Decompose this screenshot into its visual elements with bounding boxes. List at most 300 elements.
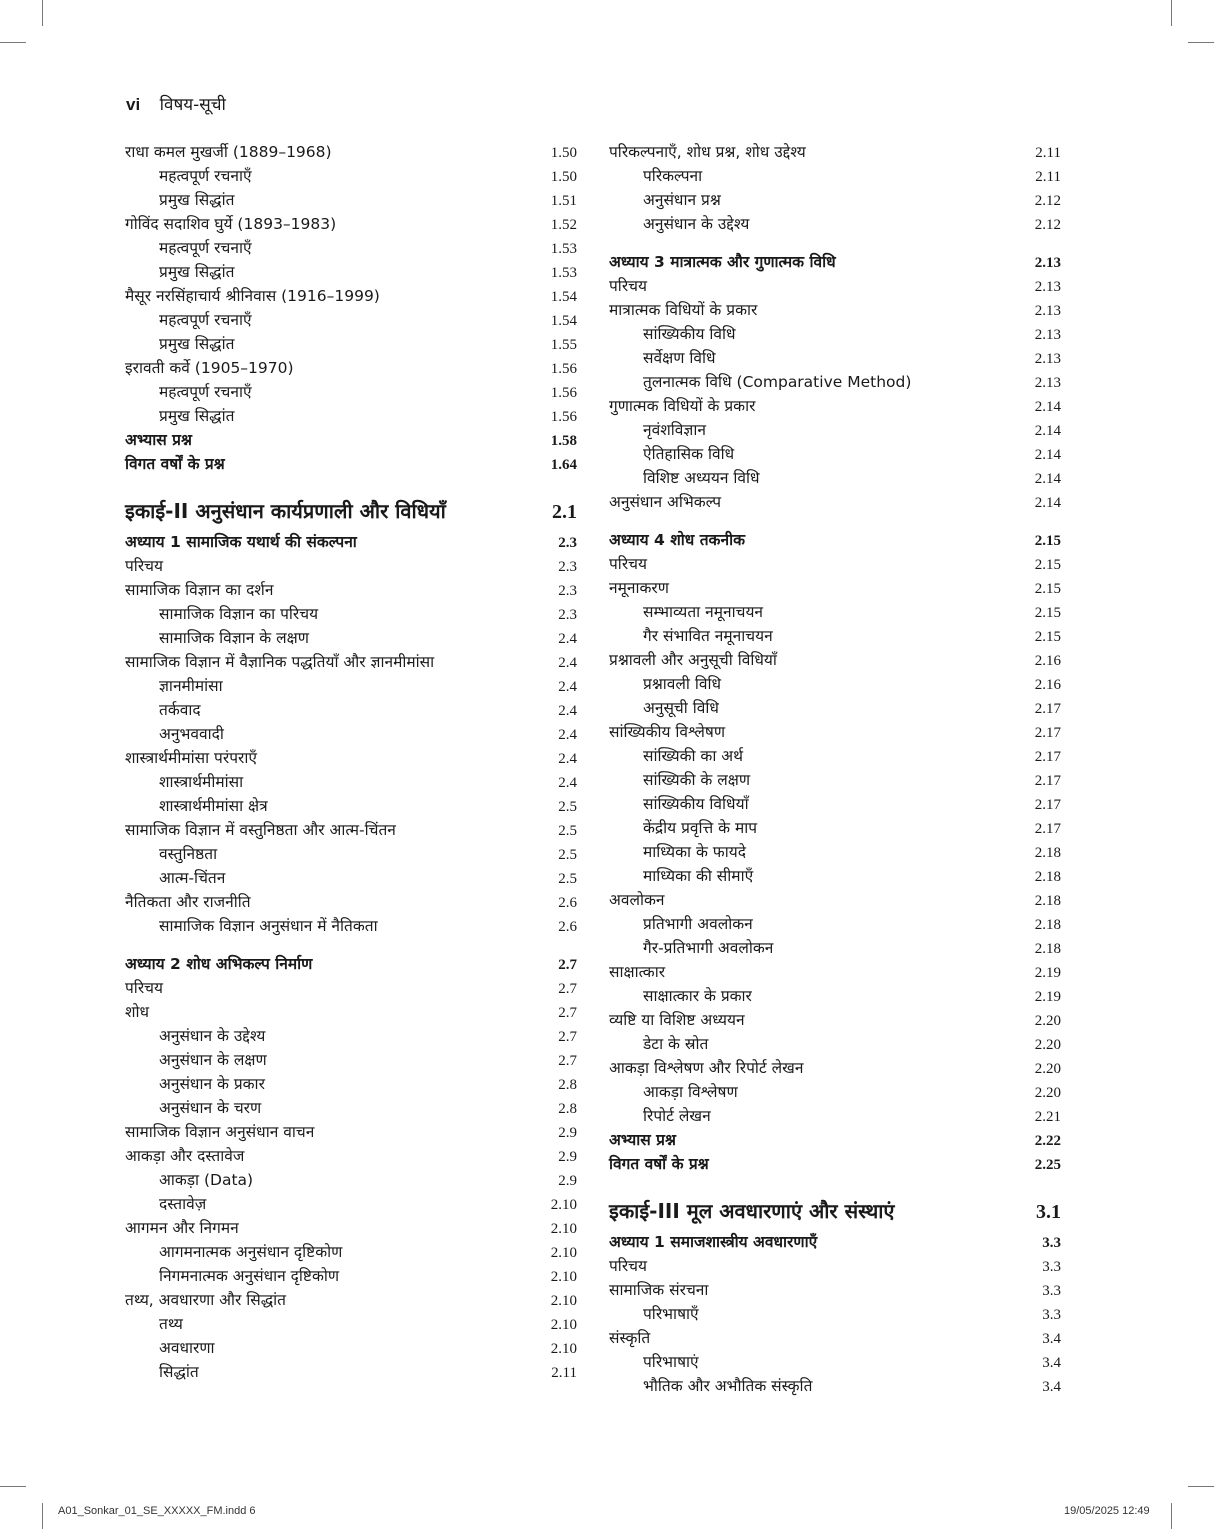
toc-entry: [609, 816, 1061, 840]
toc-entry: [125, 1000, 577, 1024]
page-number: vi: [126, 95, 141, 114]
toc-entry: [609, 274, 1061, 298]
toc-unit-heading: [609, 1196, 1061, 1226]
toc-page-number: 2.17: [1034, 797, 1061, 813]
toc-page-number: 2.3: [558, 607, 577, 623]
toc-entry-title: इकाई-III मूल अवधारणाएं और संस्थाएं: [609, 1199, 895, 1223]
toc-entry-title: वस्तुनिष्ठता: [159, 845, 218, 863]
toc-page-number: 2.12: [1034, 193, 1061, 209]
toc-page-number: 1.56: [550, 385, 577, 401]
toc-page-number: 3.1: [1036, 1201, 1061, 1223]
toc-entry: [609, 960, 1061, 984]
toc-page-number: 2.4: [558, 655, 577, 671]
toc-entry: [609, 418, 1061, 442]
toc-entry: [125, 890, 577, 914]
toc-page-number: 2.10: [550, 1245, 577, 1261]
crop-mark: [1188, 42, 1214, 43]
toc-entry: [125, 722, 577, 746]
crop-mark: [1188, 1486, 1214, 1487]
toc-entry: [609, 792, 1061, 816]
crop-mark: [42, 1503, 43, 1529]
toc-entry-title: तर्कवाद: [159, 701, 201, 719]
toc-page-number: 2.10: [550, 1317, 577, 1333]
toc-entry: [125, 1264, 577, 1288]
toc-page-number: 2.11: [551, 1365, 577, 1381]
toc-entry: [609, 936, 1061, 960]
toc-entry-title: महत्वपूर्ण रचनाएँ: [159, 383, 252, 401]
toc-entry-title: परिकल्पनाएँ, शोध प्रश्न, शोध उद्देश्य: [609, 143, 806, 161]
toc-entry-title: सामाजिक विज्ञान के लक्षण: [159, 629, 309, 647]
toc-entry: [125, 212, 577, 236]
toc-entry-title: अनुसूची विधि: [643, 699, 719, 717]
toc-entry: [609, 1104, 1061, 1128]
toc-page-number: 2.22: [1034, 1133, 1061, 1149]
toc-entry-title: परिकल्पना: [643, 167, 703, 185]
toc-entry-title: परिचय: [125, 557, 163, 575]
toc-page-number: 2.20: [1034, 1061, 1061, 1077]
toc-page-number: 2.11: [1035, 145, 1061, 161]
toc-page-number: 2.13: [1034, 303, 1061, 319]
toc-entry: [609, 370, 1061, 394]
toc-right-column: [609, 140, 1061, 1398]
toc-page-number: 1.50: [550, 169, 577, 185]
toc-entry-title: विशिष्ट अध्ययन विधि: [643, 469, 760, 487]
toc-page-number: 2.4: [558, 703, 577, 719]
toc-entry-title: सामाजिक विज्ञान का दर्शन: [125, 581, 274, 599]
toc-page-number: 2.18: [1034, 845, 1061, 861]
toc-page-number: 1.51: [550, 193, 577, 209]
toc-left-column: [125, 140, 577, 1384]
toc-entry: [125, 1216, 577, 1240]
toc-entry-title: मात्रात्मक विधियों के प्रकार: [609, 301, 758, 319]
running-title: विषय-सूची: [159, 95, 226, 115]
toc-page-number: 2.15: [1034, 605, 1061, 621]
toc-entry: [125, 794, 577, 818]
toc-entry-title: महत्वपूर्ण रचनाएँ: [159, 311, 252, 329]
toc-entry-title: परिभाषाएँ: [643, 1305, 699, 1323]
toc-page-number: 3.3: [1042, 1307, 1061, 1323]
toc-page-number: 2.9: [558, 1173, 577, 1189]
toc-page-number: 3.3: [1042, 1259, 1061, 1275]
toc-entry-title: शास्त्रार्थमीमांसा क्षेत्र: [159, 797, 268, 815]
toc-entry-title: मैसूर नरसिंहाचार्य श्रीनिवास (1916–1999): [125, 287, 380, 305]
toc-entry-title: सांख्यिकी के लक्षण: [643, 771, 751, 789]
toc-entry-title: तुलनात्मक विधि (Comparative Method): [643, 373, 912, 391]
toc-section-entry: [125, 428, 577, 452]
toc-page-number: 2.9: [558, 1125, 577, 1141]
toc-entry: [609, 466, 1061, 490]
toc-entry-title: सम्भाव्यता नमूनाचयन: [643, 603, 764, 621]
toc-page-number: 2.14: [1034, 495, 1061, 511]
toc-entry-title: आकड़ा विश्लेषण: [643, 1083, 738, 1101]
toc-entry: [609, 672, 1061, 696]
toc-entry-title: आगमनात्मक अनुसंधान दृष्टिकोण: [159, 1243, 343, 1261]
toc-entry-title: नृवंशविज्ञान: [643, 421, 706, 439]
toc-entry: [125, 260, 577, 284]
toc-entry-title: सांख्यिकीय विश्लेषण: [609, 723, 726, 741]
toc-entry: [125, 1072, 577, 1096]
toc-entry: [125, 1120, 577, 1144]
toc-page-number: 2.13: [1034, 255, 1061, 271]
toc-page-number: 2.13: [1034, 375, 1061, 391]
crop-mark: [42, 0, 43, 26]
toc-entry-title: सिद्धांत: [159, 1363, 199, 1381]
toc-page-number: 3.3: [1042, 1235, 1061, 1251]
toc-entry: [125, 650, 577, 674]
toc-chapter-heading: [125, 952, 577, 976]
toc-page-number: 1.52: [550, 217, 577, 233]
running-header: [126, 92, 226, 115]
toc-page-number: 2.10: [550, 1197, 577, 1213]
toc-page-number: 3.4: [1042, 1331, 1061, 1347]
toc-entry-title: विगत वर्षों के प्रश्न: [125, 455, 225, 473]
toc-page-number: 2.8: [558, 1077, 577, 1093]
footer-timestamp: 19/05/2025 12:49: [1064, 1505, 1150, 1517]
toc-entry: [125, 626, 577, 650]
toc-page-number: 2.14: [1034, 447, 1061, 463]
toc-entry-title: माध्यिका के फायदे: [643, 843, 746, 861]
toc-page-number: 1.50: [550, 145, 577, 161]
toc-entry-title: माध्यिका की सीमाएँ: [643, 867, 754, 885]
toc-entry-title: प्रमुख सिद्धांत: [159, 263, 235, 281]
toc-page-number: 2.17: [1034, 725, 1061, 741]
toc-page-number: 2.7: [558, 1029, 577, 1045]
toc-section-entry: [125, 452, 577, 476]
crop-mark: [1171, 0, 1172, 26]
toc-page-number: 2.16: [1034, 677, 1061, 693]
toc-entry-title: परिभाषाएं: [643, 1353, 699, 1371]
toc-entry-title: आत्म-चिंतन: [159, 869, 226, 887]
toc-page-number: 2.18: [1034, 893, 1061, 909]
toc-section-entry: [609, 1128, 1061, 1152]
toc-entry-title: परिचय: [609, 555, 647, 573]
toc-entry: [609, 1254, 1061, 1278]
toc-entry: [125, 914, 577, 938]
toc-entry: [609, 1374, 1061, 1398]
toc-entry: [609, 768, 1061, 792]
toc-entry: [125, 140, 577, 164]
toc-entry-title: अनुसंधान के लक्षण: [159, 1051, 267, 1069]
toc-entry: [609, 394, 1061, 418]
toc-entry: [125, 236, 577, 260]
toc-page-number: 1.56: [550, 361, 577, 377]
toc-chapter-heading: [609, 528, 1061, 552]
toc-entry-title: दस्तावेज़: [159, 1195, 207, 1213]
toc-entry-title: सांख्यिकीय विधि: [643, 325, 736, 343]
toc-entry-title: गैर-प्रतिभागी अवलोकन: [643, 939, 774, 957]
toc-entry: [125, 164, 577, 188]
toc-page-number: 2.17: [1034, 773, 1061, 789]
toc-entry: [125, 1240, 577, 1264]
toc-entry: [125, 284, 577, 308]
toc-page-number: 2.14: [1034, 423, 1061, 439]
toc-entry-title: प्रमुख सिद्धांत: [159, 335, 235, 353]
toc-entry-title: केंद्रीय प्रवृत्ति के माप: [643, 819, 758, 837]
toc-entry-title: प्रमुख सिद्धांत: [159, 191, 235, 209]
toc-entry-title: परिचय: [609, 1257, 647, 1275]
toc-entry: [125, 404, 577, 428]
toc-entry-title: अनुसंधान के उद्देश्य: [643, 215, 750, 233]
toc-page-number: 2.4: [558, 631, 577, 647]
toc-page-number: 3.4: [1042, 1355, 1061, 1371]
toc-entry: [125, 1360, 577, 1384]
toc-entry-title: गोविंद सदाशिव घुर्ये (1893–1983): [125, 215, 337, 233]
toc-entry-title: परिचय: [609, 277, 647, 295]
toc-entry-title: प्रतिभागी अवलोकन: [643, 915, 753, 933]
toc-page-number: 2.15: [1034, 581, 1061, 597]
toc-entry-title: अध्याय 1 सामाजिक यथार्थ की संकल्पना: [125, 533, 357, 551]
toc-page-number: 2.4: [558, 727, 577, 743]
toc-entry: [609, 552, 1061, 576]
toc-entry: [125, 746, 577, 770]
crop-mark: [0, 1486, 26, 1487]
toc-entry: [609, 1326, 1061, 1350]
toc-entry: [609, 188, 1061, 212]
toc-entry: [609, 1056, 1061, 1080]
toc-page-number: 2.15: [1034, 629, 1061, 645]
toc-page-number: 2.10: [550, 1341, 577, 1357]
toc-entry: [609, 1278, 1061, 1302]
toc-entry: [609, 1350, 1061, 1374]
toc-entry: [609, 1302, 1061, 1326]
toc-entry: [609, 442, 1061, 466]
toc-entry: [125, 1192, 577, 1216]
toc-page-number: 2.19: [1034, 965, 1061, 981]
toc-entry-title: सांख्यिकीय विधियाँ: [643, 795, 749, 813]
toc-page-number: 2.7: [558, 981, 577, 997]
toc-entry: [125, 1144, 577, 1168]
toc-entry: [609, 888, 1061, 912]
toc-page-number: 2.20: [1034, 1013, 1061, 1029]
toc-entry: [609, 912, 1061, 936]
toc-entry: [609, 346, 1061, 370]
toc-page-number: 2.13: [1034, 327, 1061, 343]
toc-entry-title: सामाजिक विज्ञान अनुसंधान वाचन: [125, 1123, 315, 1141]
toc-entry: [125, 380, 577, 404]
toc-page-number: 2.3: [558, 583, 577, 599]
toc-entry-title: अनुसंधान के चरण: [159, 1099, 262, 1117]
toc-entry-title: प्रमुख सिद्धांत: [159, 407, 235, 425]
toc-entry-title: अभ्यास प्रश्न: [609, 1131, 676, 1149]
toc-entry-title: इरावती कर्वे (1905–1970): [125, 359, 294, 377]
toc-page-number: 2.8: [558, 1101, 577, 1117]
toc-entry: [609, 164, 1061, 188]
toc-entry: [609, 864, 1061, 888]
toc-entry-title: सामाजिक विज्ञान का परिचय: [159, 605, 319, 623]
toc-entry: [125, 554, 577, 578]
toc-entry: [125, 356, 577, 380]
toc-page-number: 2.3: [558, 559, 577, 575]
toc-page-number: 2.5: [558, 799, 577, 815]
toc-page-number: 2.4: [558, 775, 577, 791]
toc-entry: [609, 1080, 1061, 1104]
toc-entry: [125, 1048, 577, 1072]
toc-entry: [609, 984, 1061, 1008]
toc-unit-heading: [125, 496, 577, 526]
toc-entry: [609, 744, 1061, 768]
toc-entry: [125, 674, 577, 698]
toc-page-number: 2.14: [1034, 471, 1061, 487]
toc-entry: [125, 818, 577, 842]
toc-entry-title: गुणात्मक विधियों के प्रकार: [609, 397, 756, 415]
toc-entry: [125, 188, 577, 212]
toc-entry-title: भौतिक और अभौतिक संस्कृति: [643, 1377, 813, 1395]
toc-entry: [609, 624, 1061, 648]
toc-page-number: 2.10: [550, 1269, 577, 1285]
toc-page-number: 1.64: [550, 457, 577, 473]
toc-page-number: 1.58: [550, 433, 577, 449]
toc-entry-title: अनुसंधान अभिकल्प: [609, 493, 722, 511]
toc-page-number: 2.17: [1034, 821, 1061, 837]
toc-page-number: 2.12: [1034, 217, 1061, 233]
toc-page-number: 2.5: [558, 823, 577, 839]
toc-entry: [609, 1032, 1061, 1056]
toc-entry-title: आकड़ा (Data): [159, 1171, 254, 1189]
toc-chapter-heading: [609, 1230, 1061, 1254]
toc-entry: [609, 648, 1061, 672]
toc-page-number: 2.7: [558, 957, 577, 973]
toc-entry-title: अध्याय 1 समाजशास्त्रीय अवधारणाएँ: [609, 1233, 818, 1251]
toc-page-number: 1.54: [550, 289, 577, 305]
toc-entry-title: अवधारणा: [159, 1339, 215, 1357]
toc-page-number: 2.25: [1034, 1157, 1061, 1173]
toc-entry: [609, 600, 1061, 624]
toc-entry-title: आगमन और निगमन: [125, 1219, 239, 1237]
toc-entry: [125, 770, 577, 794]
toc-entry: [125, 602, 577, 626]
toc-entry-title: नैतिकता और राजनीति: [125, 893, 251, 911]
toc-page-number: 2.6: [558, 895, 577, 911]
toc-page-number: 1.53: [550, 241, 577, 257]
toc-entry-title: संस्कृति: [609, 1329, 651, 1347]
toc-entry-title: नमूनाकरण: [609, 579, 669, 597]
toc-page-number: 2.5: [558, 847, 577, 863]
toc-entry: [609, 840, 1061, 864]
toc-entry-title: अनुसंधान के प्रकार: [159, 1075, 265, 1093]
toc-entry: [609, 298, 1061, 322]
toc-entry: [125, 1336, 577, 1360]
toc-section-entry: [609, 1152, 1061, 1176]
toc-entry: [125, 976, 577, 1000]
toc-entry-title: शोध: [125, 1003, 150, 1021]
toc-entry-title: महत्वपूर्ण रचनाएँ: [159, 167, 252, 185]
toc-entry-title: सामाजिक विज्ञान अनुसंधान में नैतिकता: [159, 917, 378, 935]
toc-entry-title: सर्वेक्षण विधि: [643, 349, 716, 367]
toc-page-number: 2.10: [550, 1221, 577, 1237]
toc-entry-title: अनुभववादी: [159, 725, 224, 743]
toc-entry: [125, 578, 577, 602]
toc-entry-title: साक्षात्कार के प्रकार: [643, 987, 752, 1005]
toc-page-number: 2.7: [558, 1005, 577, 1021]
toc-entry-title: परिचय: [125, 979, 163, 997]
toc-page-number: 2.20: [1034, 1037, 1061, 1053]
toc-page-number: 2.1: [552, 501, 577, 523]
toc-entry: [609, 720, 1061, 744]
toc-page-number: 2.17: [1034, 749, 1061, 765]
toc-page-number: 2.15: [1034, 533, 1061, 549]
toc-entry-title: अध्याय 2 शोध अभिकल्प निर्माण: [125, 955, 313, 973]
toc-entry-title: इकाई-II अनुसंधान कार्यप्रणाली और विधियाँ: [125, 499, 446, 523]
toc-entry: [125, 866, 577, 890]
toc-entry: [125, 1288, 577, 1312]
toc-page-number: 2.10: [550, 1293, 577, 1309]
toc-entry-title: शास्त्रार्थमीमांसा: [159, 773, 244, 791]
crop-mark: [0, 42, 26, 43]
toc-page-number: 2.18: [1034, 869, 1061, 885]
toc-entry-title: डेटा के स्रोत: [643, 1035, 709, 1053]
toc-entry: [609, 322, 1061, 346]
toc-page-number: 3.4: [1042, 1379, 1061, 1395]
toc-entry: [609, 212, 1061, 236]
toc-page-number: 2.13: [1034, 351, 1061, 367]
toc-entry-title: साक्षात्कार: [609, 963, 666, 981]
toc-page-number: 2.4: [558, 679, 577, 695]
toc-page-number: 1.53: [550, 265, 577, 281]
toc-entry-title: ऐतिहासिक विधि: [643, 445, 735, 463]
toc-entry-title: ज्ञानमीमांसा: [159, 677, 223, 695]
toc-page-number: 2.18: [1034, 917, 1061, 933]
toc-page-number: 2.4: [558, 751, 577, 767]
toc-entry: [125, 308, 577, 332]
toc-entry-title: अभ्यास प्रश्न: [125, 431, 192, 449]
toc-entry: [125, 1312, 577, 1336]
toc-chapter-heading: [609, 250, 1061, 274]
toc-entry: [125, 1168, 577, 1192]
toc-page-number: 2.5: [558, 871, 577, 887]
toc-entry: [609, 140, 1061, 164]
toc-entry-title: सामाजिक विज्ञान में वस्तुनिष्ठता और आत्म-चिंतन: [125, 821, 396, 839]
toc-entry-title: अनुसंधान प्रश्न: [643, 191, 721, 209]
toc-page-number: 2.16: [1034, 653, 1061, 669]
toc-page-number: 1.54: [550, 313, 577, 329]
toc-entry-title: महत्वपूर्ण रचनाएँ: [159, 239, 252, 257]
toc-entry: [125, 842, 577, 866]
toc-entry-title: सामाजिक विज्ञान में वैज्ञानिक पद्धतियाँ और ज्ञानमीमांसा: [125, 653, 435, 671]
footer-file: A01_Sonkar_01_SE_XXXXX_FM.indd 6: [58, 1505, 256, 1517]
toc-entry-title: आकड़ा विश्लेषण और रिपोर्ट लेखन: [609, 1059, 804, 1077]
toc-page-number: 1.56: [550, 409, 577, 425]
toc-entry-title: तथ्य: [159, 1315, 183, 1333]
toc-page-number: 2.11: [1035, 169, 1061, 185]
toc-entry-title: सामाजिक संरचना: [609, 1281, 709, 1299]
toc-chapter-heading: [125, 530, 577, 554]
toc-entry-title: राधा कमल मुखर्जी (1889–1968): [125, 143, 332, 161]
toc-page-number: 2.14: [1034, 399, 1061, 415]
toc-entry: [609, 1008, 1061, 1032]
toc-entry-title: व्यष्टि या विशिष्ट अध्ययन: [609, 1011, 745, 1029]
toc-entry: [125, 1096, 577, 1120]
toc-entry-title: रिपोर्ट लेखन: [643, 1107, 711, 1125]
toc-entry-title: अध्याय 3 मात्रात्मक और गुणात्मक विधि: [609, 253, 836, 271]
toc-entry-title: गैर संभावित नमूनाचयन: [643, 627, 773, 645]
toc-page-number: 2.20: [1034, 1085, 1061, 1101]
toc-page-number: 2.21: [1034, 1109, 1061, 1125]
toc-page-number: 2.15: [1034, 557, 1061, 573]
toc-entry: [125, 332, 577, 356]
toc-entry: [609, 490, 1061, 514]
toc-entry: [609, 576, 1061, 600]
toc-entry-title: प्रश्नावली विधि: [643, 675, 722, 693]
toc-page-number: 2.17: [1034, 701, 1061, 717]
toc-entry-title: सांख्यिकी का अर्थ: [643, 747, 744, 765]
toc-entry: [125, 1024, 577, 1048]
toc-page-number: 2.3: [558, 535, 577, 551]
toc-entry-title: निगमनात्मक अनुसंधान दृष्टिकोण: [159, 1267, 340, 1285]
toc-page-number: 1.55: [550, 337, 577, 353]
toc-page-number: 2.9: [558, 1149, 577, 1165]
toc-entry: [125, 698, 577, 722]
toc-entry-title: विगत वर्षों के प्रश्न: [609, 1155, 709, 1173]
